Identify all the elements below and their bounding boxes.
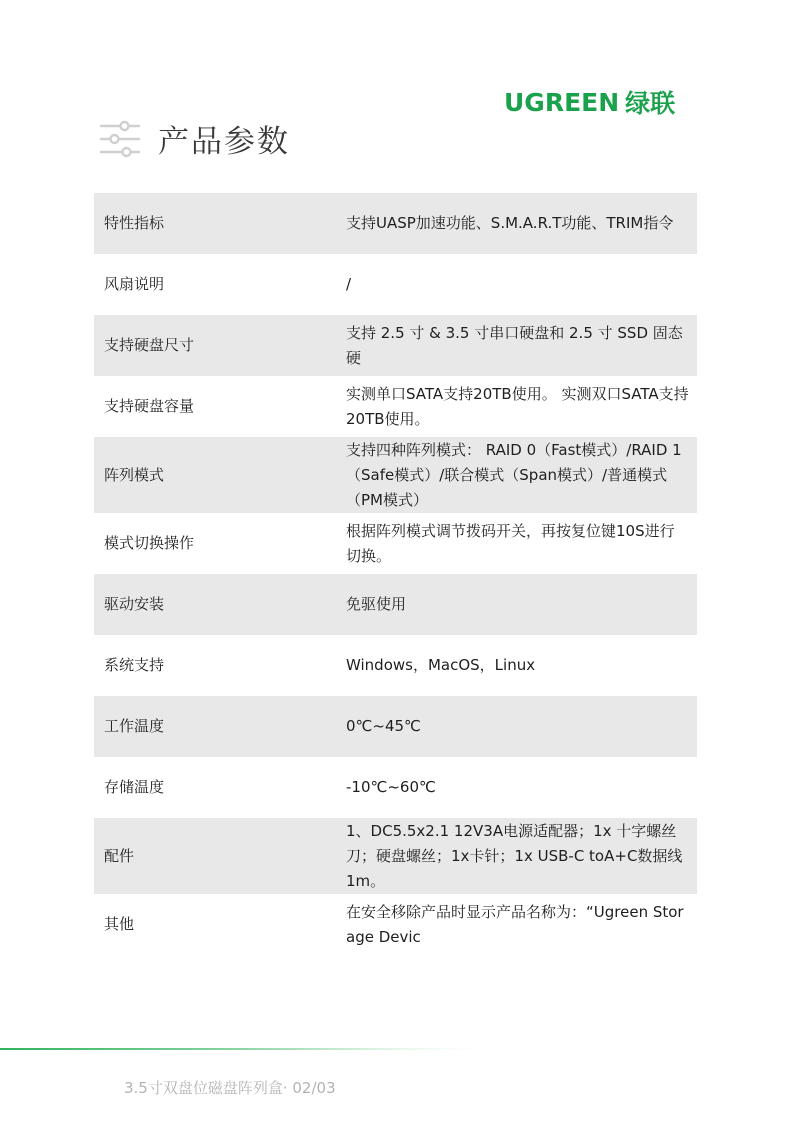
spec-value: 0℃~45℃ bbox=[346, 717, 421, 735]
spec-label: 特性指标 bbox=[104, 214, 165, 232]
spec-value: 免驱使用 bbox=[346, 595, 407, 613]
spec-value: 支持 2.5 寸 & 3.5 寸串口硬盘和 2.5 寸 SSD 固态硬 bbox=[346, 323, 683, 367]
spec-value: 实测单口SATA支持20TB使用。 实测双口SATA支持20TB使用。 bbox=[346, 384, 689, 428]
spec-row bbox=[94, 757, 697, 818]
spec-value: 在安全移除产品时显示产品名称为：“Ugreen Storage Devic bbox=[346, 902, 684, 946]
spec-row bbox=[94, 193, 697, 254]
spec-row bbox=[94, 696, 697, 757]
spec-label: 工作温度 bbox=[104, 717, 165, 735]
spec-value: 根据阵列模式调节拨码开关，再按复位键10S进行切换。 bbox=[346, 521, 675, 565]
spec-label: 存储温度 bbox=[104, 778, 165, 796]
spec-row bbox=[94, 894, 697, 955]
spec-label: 风扇说明 bbox=[104, 275, 165, 293]
spec-value: 支持四种阵列模式： RAID 0（Fast模式）/RAID 1（Safe模式）/联合模式（Span模式）/普通模式（PM模式） bbox=[346, 440, 682, 509]
spec-value: Windows，MacOS，Linux bbox=[346, 656, 536, 674]
spec-label: 驱动安装 bbox=[104, 595, 165, 613]
footer-page-label: 3.5寸双盘位磁盘阵列盒· 02/03 bbox=[124, 1079, 336, 1097]
spec-label: 支持硬盘尺寸 bbox=[104, 336, 195, 354]
spec-label: 支持硬盘容量 bbox=[104, 397, 195, 415]
logo-text-en: UGREEN bbox=[504, 87, 620, 117]
spec-value: -10℃~60℃ bbox=[346, 778, 436, 796]
footer-divider bbox=[0, 1048, 480, 1050]
spec-row bbox=[94, 437, 697, 513]
spec-table bbox=[94, 193, 697, 955]
spec-label: 配件 bbox=[104, 846, 135, 865]
spec-label: 系统支持 bbox=[104, 656, 165, 674]
spec-row bbox=[94, 574, 697, 635]
page-title: 产品参数 bbox=[158, 124, 290, 160]
section-header bbox=[98, 116, 290, 161]
spec-label: 模式切换操作 bbox=[104, 534, 195, 552]
spec-row bbox=[94, 818, 697, 894]
spec-row bbox=[94, 376, 697, 437]
spec-row bbox=[94, 315, 697, 376]
logo-text-cn: 绿联 bbox=[625, 89, 676, 118]
spec-value: 1、DC5.5x2.1 12V3A电源适配器；1x 十字螺丝刀；硬盘螺丝；1x卡针；1x USB-C toA+C数据线 1m。 bbox=[346, 821, 683, 890]
spec-row bbox=[94, 254, 697, 315]
spec-label: 阵列模式 bbox=[104, 465, 165, 484]
spec-label: 其他 bbox=[104, 915, 135, 933]
ugreen-logo bbox=[504, 84, 675, 120]
spec-value: / bbox=[346, 275, 352, 293]
spec-row bbox=[94, 635, 697, 696]
sliders-icon bbox=[98, 117, 142, 161]
spec-row bbox=[94, 513, 697, 574]
spec-value: 支持UASP加速功能、S.M.A.R.T功能、TRIM指令 bbox=[346, 214, 674, 232]
